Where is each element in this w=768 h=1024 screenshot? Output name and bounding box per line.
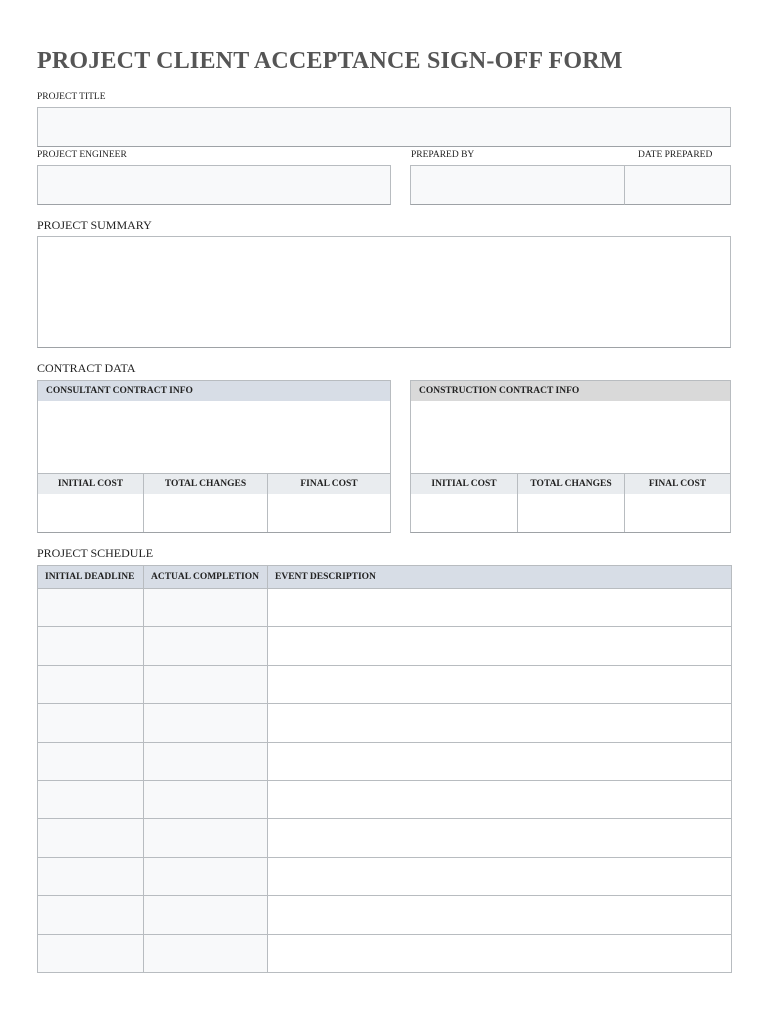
- consultant-cost-header: [37, 473, 391, 495]
- table-row: [38, 704, 732, 742]
- construction-cost-header: [410, 473, 731, 495]
- construction-final-cost-header: FINAL COST: [648, 479, 707, 489]
- actual-completion-cell[interactable]: [144, 742, 268, 780]
- event-description-cell[interactable]: [268, 896, 732, 934]
- event-description-cell[interactable]: [268, 742, 732, 780]
- initial-deadline-cell[interactable]: [38, 819, 144, 857]
- initial-deadline-cell[interactable]: [38, 665, 144, 703]
- consultant-final-cost-header: FINAL COST: [300, 479, 358, 489]
- actual-completion-cell[interactable]: [144, 627, 268, 665]
- table-row: [38, 780, 732, 818]
- event-description-cell[interactable]: [268, 819, 732, 857]
- event-description-cell[interactable]: [268, 780, 732, 818]
- consultant-final-cost-field[interactable]: [268, 494, 390, 532]
- actual-completion-cell[interactable]: [144, 896, 268, 934]
- contract-data-heading: CONTRACT DATA: [37, 361, 136, 375]
- initial-deadline-header: INITIAL DEADLINE: [38, 566, 144, 589]
- consultant-contract-info-field[interactable]: [37, 401, 391, 474]
- consultant-total-changes-field[interactable]: [144, 494, 268, 532]
- event-description-cell[interactable]: [268, 627, 732, 665]
- actual-completion-cell[interactable]: [144, 857, 268, 895]
- actual-completion-cell[interactable]: [144, 819, 268, 857]
- actual-completion-cell[interactable]: [144, 589, 268, 627]
- construction-initial-cost-field[interactable]: [411, 494, 518, 532]
- event-description-cell[interactable]: [268, 589, 732, 627]
- event-description-cell[interactable]: [268, 934, 732, 972]
- actual-completion-cell[interactable]: [144, 780, 268, 818]
- construction-total-changes-header: TOTAL CHANGES: [518, 474, 625, 494]
- table-row: [38, 627, 732, 665]
- project-summary-field[interactable]: [37, 236, 731, 348]
- initial-deadline-cell[interactable]: [38, 896, 144, 934]
- date-prepared-label: DATE PREPARED: [638, 150, 713, 160]
- initial-deadline-cell[interactable]: [38, 780, 144, 818]
- table-row: [38, 589, 732, 627]
- table-row: [38, 819, 732, 857]
- initial-deadline-cell[interactable]: [38, 589, 144, 627]
- initial-deadline-cell[interactable]: [38, 934, 144, 972]
- construction-cost-row: [410, 494, 731, 533]
- project-engineer-label: PROJECT ENGINEER: [37, 150, 127, 160]
- schedule-header-row: [38, 566, 732, 589]
- event-description-cell[interactable]: [268, 665, 732, 703]
- construction-initial-cost-header: INITIAL COST: [411, 474, 518, 494]
- actual-completion-header: ACTUAL COMPLETION: [144, 566, 268, 589]
- construction-contract-info-header: CONSTRUCTION CONTRACT INFO: [410, 380, 731, 402]
- prepared-by-label: PREPARED BY: [411, 150, 475, 160]
- project-title-label: PROJECT TITLE: [37, 92, 106, 102]
- initial-deadline-cell[interactable]: [38, 742, 144, 780]
- table-row: [38, 934, 732, 972]
- project-engineer-field[interactable]: [37, 165, 391, 205]
- date-prepared-field[interactable]: [624, 165, 731, 205]
- actual-completion-cell[interactable]: [144, 704, 268, 742]
- form-title: PROJECT CLIENT ACCEPTANCE SIGN-OFF FORM: [37, 48, 623, 74]
- table-row: [38, 857, 732, 895]
- initial-deadline-cell[interactable]: [38, 857, 144, 895]
- project-summary-heading: PROJECT SUMMARY: [37, 218, 152, 232]
- construction-contract-info-field[interactable]: [410, 401, 731, 474]
- table-row: [38, 896, 732, 934]
- event-description-cell[interactable]: [268, 857, 732, 895]
- event-description-header: EVENT DESCRIPTION: [268, 566, 732, 589]
- actual-completion-cell[interactable]: [144, 665, 268, 703]
- construction-total-changes-field[interactable]: [518, 494, 625, 532]
- project-schedule-table: [37, 565, 732, 973]
- consultant-cost-row: [37, 494, 391, 533]
- consultant-contract-info-header: CONSULTANT CONTRACT INFO: [37, 380, 391, 402]
- table-row: [38, 665, 732, 703]
- initial-deadline-cell[interactable]: [38, 704, 144, 742]
- construction-final-cost-field[interactable]: [625, 494, 730, 532]
- project-title-field[interactable]: [37, 107, 731, 147]
- consultant-initial-cost-field[interactable]: [38, 494, 144, 532]
- consultant-total-changes-header: TOTAL CHANGES: [144, 474, 268, 494]
- event-description-cell[interactable]: [268, 704, 732, 742]
- actual-completion-cell[interactable]: [144, 934, 268, 972]
- prepared-by-field[interactable]: [410, 165, 625, 205]
- table-row: [38, 742, 732, 780]
- initial-deadline-cell[interactable]: [38, 627, 144, 665]
- project-schedule-heading: PROJECT SCHEDULE: [37, 546, 154, 560]
- consultant-initial-cost-header: INITIAL COST: [38, 474, 144, 494]
